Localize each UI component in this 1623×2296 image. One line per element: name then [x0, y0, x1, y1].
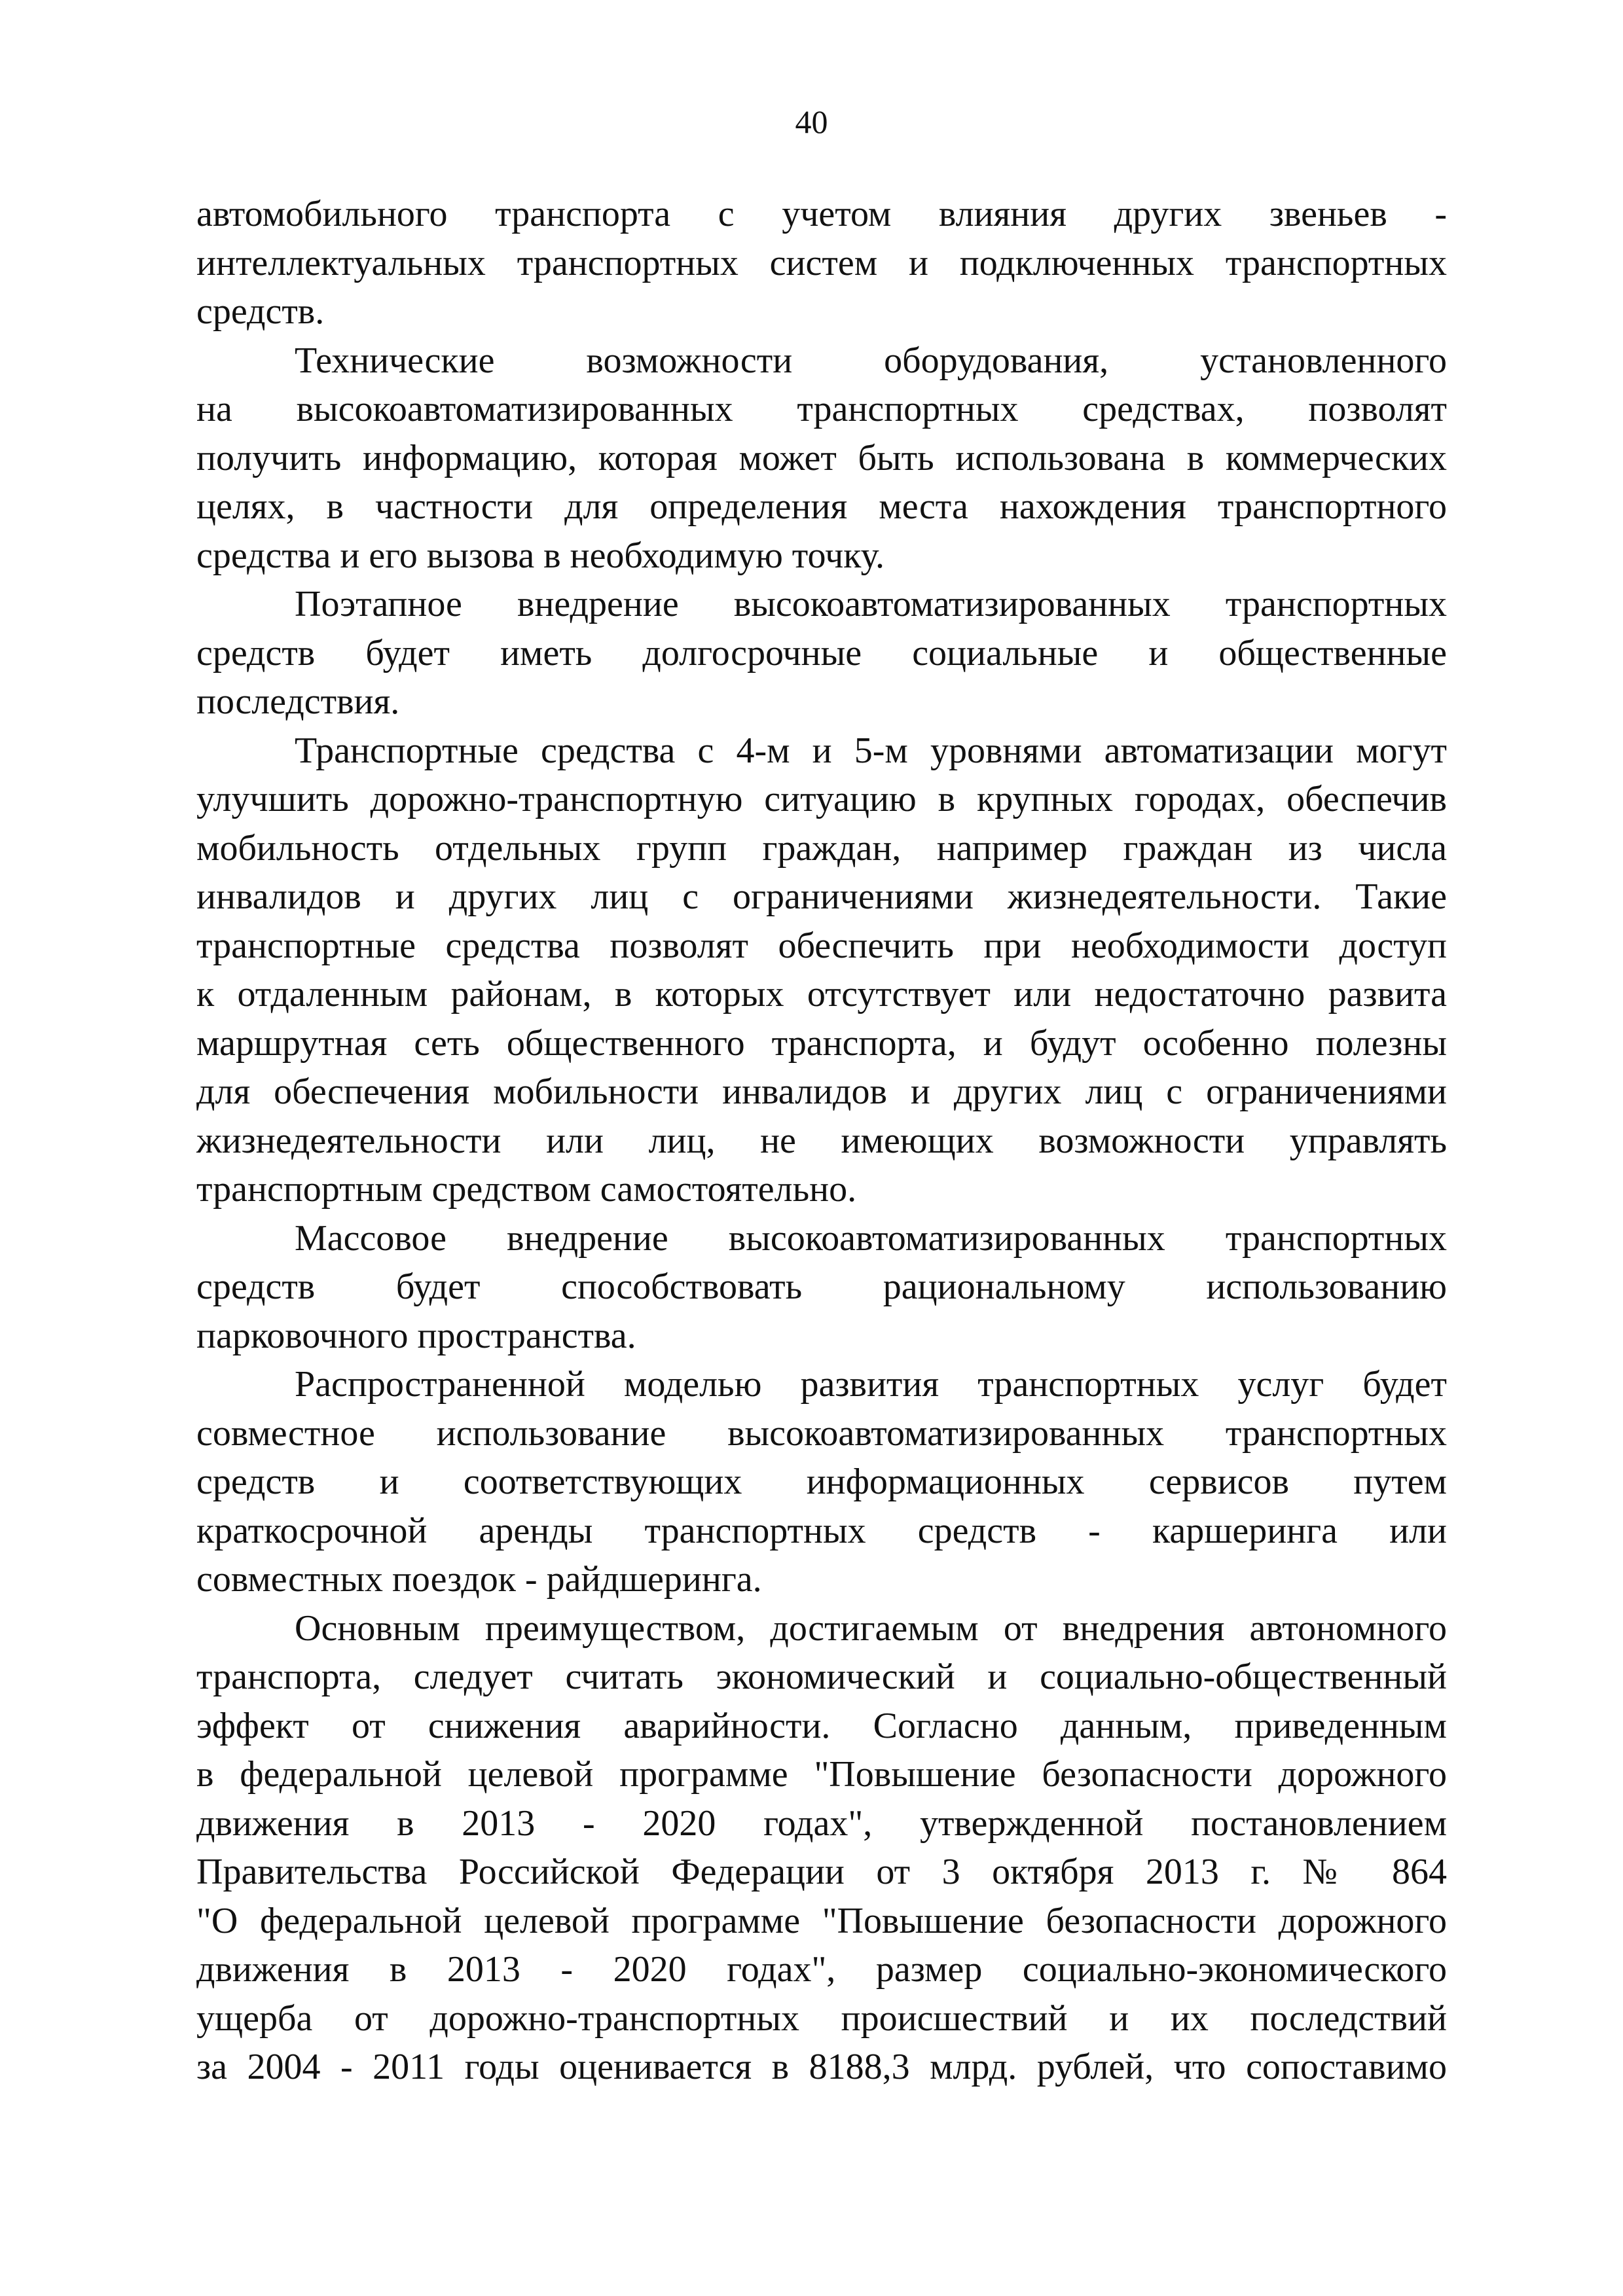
text-line: средства и его вызова в необходимую точку.	[196, 535, 885, 576]
paragraph	[196, 1360, 1447, 1604]
text-line: на высокоавтоматизированных транспортных средствах, позволят	[196, 389, 1447, 429]
text-line: транспорта, следует считать экономический и социально-общественный	[196, 1657, 1447, 1697]
body-text	[196, 190, 1447, 2092]
paragraph	[196, 1604, 1447, 2092]
paragraph	[196, 1214, 1447, 1361]
text-line: эффект от снижения аварийности. Согласно данным, приведенным	[196, 1705, 1447, 1746]
text-line: инвалидов и других лиц с ограничениями жизнедеятельности. Такие	[196, 876, 1447, 917]
paragraph	[196, 580, 1447, 726]
text-line: средств.	[196, 291, 325, 332]
text-line: жизнедеятельности или лиц, не имеющих возможности управлять	[196, 1120, 1447, 1161]
text-line: Основным преимуществом, достигаемым от внедрения автономного	[295, 1607, 1447, 1649]
text-line: к отдаленным районам, в которых отсутствует или недостаточно развита	[196, 974, 1447, 1014]
text-line: транспортные средства позволят обеспечить при необходимости доступ	[196, 925, 1447, 966]
text-line: целях, в частности для определения места нахождения транспортного	[196, 486, 1447, 527]
text-line: средств будет способствовать рациональному использованию	[196, 1266, 1447, 1307]
text-line: парковочного пространства.	[196, 1315, 636, 1356]
text-line: Массовое внедрение высокоавтоматизированных транспортных	[295, 1217, 1447, 1259]
text-line: средств будет иметь долгосрочные социальные и общественные	[196, 632, 1447, 673]
text-line: краткосрочной аренды транспортных средств - каршеринга или	[196, 1510, 1447, 1551]
paragraph	[196, 726, 1447, 1214]
paragraph	[196, 190, 1447, 336]
text-line: за 2004 - 2011 годы оценивается в 8188,3 млрд. рублей, что сопоставимо	[196, 2047, 1447, 2087]
text-line: "О федеральной целевой программе "Повышение безопасности дорожного	[196, 1900, 1447, 1941]
text-line: транспортным средством самостоятельно.	[196, 1169, 857, 1210]
text-line: в федеральной целевой программе "Повышение безопасности дорожного	[196, 1754, 1447, 1795]
text-line: мобильность отдельных групп граждан, например граждан из числа	[196, 827, 1447, 869]
text-line: движения в 2013 - 2020 годах", утвержденной постановлением	[196, 1803, 1447, 1844]
text-line: совместное использование высокоавтоматизированных транспортных	[196, 1412, 1447, 1454]
text-line: для обеспечения мобильности инвалидов и других лиц с ограничениями	[196, 1071, 1447, 1112]
text-line: автомобильного транспорта с учетом влияния других звеньев -	[196, 194, 1447, 234]
text-line: ущерба от дорожно-транспортных происшествий и их последствий	[196, 1998, 1447, 2039]
text-line: последствия.	[196, 681, 400, 722]
paragraph	[196, 336, 1447, 581]
text-line: маршрутная сеть общественного транспорта, и будут особенно полезны	[196, 1022, 1447, 1064]
page-number: 40	[795, 103, 828, 140]
text-line: Транспортные средства с 4-м и 5-м уровнями автоматизации могут	[295, 730, 1447, 771]
text-line: улучшить дорожно-транспортную ситуацию в крупных городах, обеспечив	[196, 779, 1447, 819]
text-line: Поэтапное внедрение высокоавтоматизированных транспортных	[295, 584, 1447, 624]
text-line: Распространенной моделью развития транспортных услуг будет	[295, 1364, 1447, 1405]
text-line: Технические возможности оборудования, установленного	[295, 340, 1447, 381]
text-line: совместных поездок - райдшеринга.	[196, 1559, 762, 1600]
text-line: получить информацию, которая может быть использована в коммерческих	[196, 437, 1447, 478]
text-line: интеллектуальных транспортных систем и подключенных транспортных	[196, 242, 1447, 283]
text-line: движения в 2013 - 2020 годах", размер социально-экономического	[196, 1949, 1447, 1990]
text-line: Правительства Российской Федерации от 3 октября 2013 г. № 864	[196, 1852, 1447, 1892]
text-line: средств и соответствующих информационных сервисов путем	[196, 1462, 1447, 1502]
